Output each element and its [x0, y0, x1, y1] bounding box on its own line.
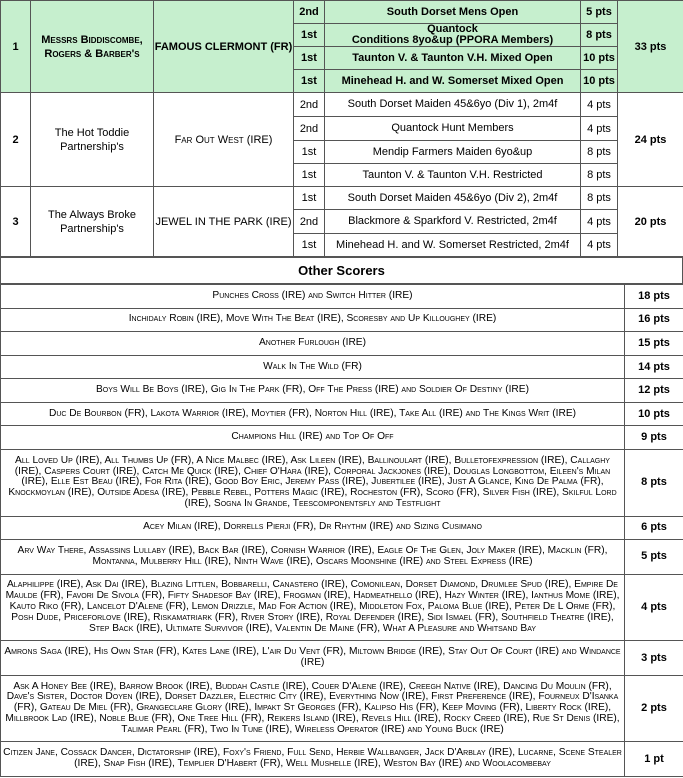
other-scorers-heading: Other Scorers: [1, 258, 683, 284]
race-points: 10 pts: [581, 47, 618, 70]
other-scorer-row: [1, 641, 683, 676]
leader-total: 20 pts: [618, 187, 683, 257]
race-placing: 1st: [294, 234, 325, 257]
other-scorers-table: [0, 284, 683, 777]
race-points: 4 pts: [581, 210, 618, 234]
scorer-names: Citizen Jane, Cossack Dancer, Dictatorship (IRE), Foxy's Friend, Full Send, Herbie Wallbanger, Jack D'Arblay (IRE), Lucarne, Scene Stealer (IRE), Snap Fish (IRE), Templier D'Habert (FR), Well Mushelle (IRE), Weston Bay (IRE) and Woolacombebay: [1, 742, 625, 777]
race-placing: 2nd: [294, 93, 325, 117]
scorer-names: Arv Way There, Assassins Lullaby (IRE), Back Bar (IRE), Cornish Warrior (IRE), Eagle Of The Glen, Joly Maker (IRE), Macklin (FR), Montanna, Mulberry Hill (IRE), Ninth Wave (IRE), Oscars Moonshine (IRE) and Steel Express (IRE): [1, 540, 625, 575]
scorer-points: 1 pt: [625, 742, 683, 777]
scorer-points: 10 pts: [625, 402, 683, 426]
race-points: 8 pts: [581, 164, 618, 187]
other-scorer-row: [1, 308, 683, 332]
scorer-names: Alaphilippe (IRE), Ask Dai (IRE), Blazing Littlen, Bobbarelli, Canastero (IRE), Comonilean, Dorset Diamond, Drumlee Spud (IRE), Empire De Maulde (FR), Favori De Sivola (FR), Fifty Shadesof Bay (IRE), Frogman (IRE), Hadmeathello (IRE), Hazy Winter (IRE), Ianthus Mome (IRE), Kauto Riko (FR), Lancelot D'Alene (FR), Lemon Drizzle, Mad For Action (IRE), Middleton Fox, Paloma Blue (IRE), Peter De L Orme (FR), Posh Dude, Priceforlove (IRE), Riskamatriark (FR), River Story (IRE), Royal Defender (IRE), Sidi Ismael (FR), Southfield Theatre (IRE), Step Back (IRE), Ultimate Survivor (IRE), Valentin De Maine (FR), What A Pleasure and Whitsand Bay: [1, 574, 625, 641]
race-name: South Dorset Mens Open: [325, 1, 581, 24]
race-placing: 1st: [294, 141, 325, 164]
race-placing: 2nd: [294, 210, 325, 234]
scorer-names: Duc De Bourbon (FR), Lakota Warrior (IRE), Moytier (FR), Norton Hill (IRE), Take All (IRE) and The Kings Writ (IRE): [1, 402, 625, 426]
scorer-names: Acey Milan (IRE), Dorrells Pierji (FR), Dr Rhythm (IRE) and Sizing Cusimano: [1, 516, 625, 540]
scorer-names: All Loved Up (IRE), All Thumbs Up (FR), A Nice Malbec (IRE), Ask Lileen (IRE), Ballinoulart (IRE), Bulletofexpression (IRE), Callaghy (IRE), Caspers Court (IRE), Catch Me Quick (IRE), Chief O'Hara (IRE), Corporal Jackjones (IRE), Douglas Longbottom, Eileen's Milan (IRE), Elle Est Beau (IRE), For Rita (IRE), Good Boy Eric, Jeremy Pass (IRE), Jubertilee (IRE), Just A Glance, King De Palma (FR), Knockmoylan (IRE), Outside Adesa (IRE), Pebble Rebel, Potters Magic (IRE), Rocheston (FR), Scoro (FR), Silver Fish (IRE), Skilful Lord (IRE), Sogna In Grande, Teescomponentsfly and Testflight: [1, 449, 625, 516]
owner-name: The Hot Toddie Partnership's: [31, 93, 154, 187]
race-placing: 2nd: [294, 1, 325, 24]
leader-rank: 1: [1, 1, 31, 93]
race-placing: 1st: [294, 47, 325, 70]
scorer-names: Amrons Saga (IRE), His Own Star (FR), Kates Lane (IRE), L'air Du Vent (FR), Miltown Bridge (IRE), Stay Out Of Court (IRE) and Windance (IRE): [1, 641, 625, 676]
race-points: 4 pts: [581, 93, 618, 117]
scorer-names: Inchidaly Robin (IRE), Move With The Beat (IRE), Scoresby and Up Killoughey (IRE): [1, 308, 625, 332]
other-scorer-row: [1, 426, 683, 450]
race-name: Blackmore & Sparkford V. Restricted, 2m4f: [325, 210, 581, 234]
scorer-points: 2 pts: [625, 675, 683, 742]
race-placing: 1st: [294, 24, 325, 47]
other-scorer-row: [1, 355, 683, 379]
other-scorer-row: [1, 285, 683, 309]
race-points: 10 pts: [581, 70, 618, 93]
race-name: South Dorset Maiden 45&6yo (Div 1), 2m4f: [325, 93, 581, 117]
scorer-points: 5 pts: [625, 540, 683, 575]
race-placing: 1st: [294, 187, 325, 210]
race-name: Minehead H. and W. Somerset Mixed Open: [325, 70, 581, 93]
horse-name: JEWEL IN THE PARK (IRE): [154, 187, 294, 257]
race-points: 5 pts: [581, 1, 618, 24]
scorer-points: 16 pts: [625, 308, 683, 332]
leader-rank: 2: [1, 93, 31, 187]
race-placing: 1st: [294, 164, 325, 187]
leader-rank: 3: [1, 187, 31, 257]
race-placing: 1st: [294, 70, 325, 93]
scorer-points: 6 pts: [625, 516, 683, 540]
other-scorers-header-table: [0, 257, 683, 284]
other-scorer-row: [1, 402, 683, 426]
leader-total: 33 pts: [618, 1, 683, 93]
scorer-points: 4 pts: [625, 574, 683, 641]
race-name: Quantock Conditions 8yo&up (PPORA Members): [325, 24, 581, 47]
other-scorer-row: [1, 516, 683, 540]
race-name: Taunton V. & Taunton V.H. Mixed Open: [325, 47, 581, 70]
race-name: Taunton V. & Taunton V.H. Restricted: [325, 164, 581, 187]
scorer-points: 18 pts: [625, 285, 683, 309]
owner-name: Messrs Biddiscombe, Rogers & Barber's: [31, 1, 154, 93]
scorer-points: 15 pts: [625, 332, 683, 356]
race-points: 8 pts: [581, 187, 618, 210]
race-points: 4 pts: [581, 234, 618, 257]
other-scorer-row: [1, 675, 683, 742]
scorer-points: 12 pts: [625, 379, 683, 403]
horse-name: FAMOUS CLERMONT (FR): [154, 1, 294, 93]
race-name: South Dorset Maiden 45&6yo (Div 2), 2m4f: [325, 187, 581, 210]
scorer-points: 3 pts: [625, 641, 683, 676]
horse-name: Far Out West (IRE): [154, 93, 294, 187]
scorer-names: Walk In The Wild (FR): [1, 355, 625, 379]
other-scorer-row: [1, 379, 683, 403]
scorer-points: 8 pts: [625, 449, 683, 516]
other-scorer-row: [1, 574, 683, 641]
scorer-names: Punches Cross (IRE) and Switch Hitter (IRE): [1, 285, 625, 309]
scorer-names: Champions Hill (IRE) and Top Of Off: [1, 426, 625, 450]
other-scorer-row: [1, 540, 683, 575]
scorer-names: Ask A Honey Bee (IRE), Barrow Brook (IRE), Buddah Castle (IRE), Couer D'Alene (IRE), Creegh Native (IRE), Dancing Du Moulin (FR), Dave's Sister, Doctor Doyen (IRE), Dorset Dazzler, Electric City (IRE), Everything Now (IRE), First Preference (IRE), Fourneux D'Isanka (FR), Gateau De Miel (FR), Grangeclare Glory (IRE), Impakt St Georges (FR), Kalipso His (FR), Keep Moving (FR), Liberty Rock (IRE), Millbrook Lad (IRE), Noble Blue (FR), One Tree Hill (FR), Reikers Island (IRE), Revels Hill (IRE), Rocky Creed (IRE), Rue St Denis (IRE), Talimar Pearl (FR), Two In Tune (IRE), Wireless Operator (IRE) and Young Buck (IRE): [1, 675, 625, 742]
leader-total: 24 pts: [618, 93, 683, 187]
race-name: Mendip Farmers Maiden 6yo&up: [325, 141, 581, 164]
race-points: 8 pts: [581, 24, 618, 47]
leader-race-row: [1, 93, 683, 117]
scorer-names: Another Furlough (IRE): [1, 332, 625, 356]
owner-name: The Always Broke Partnership's: [31, 187, 154, 257]
leader-race-row: [1, 1, 683, 24]
race-points: 8 pts: [581, 141, 618, 164]
leaders-table: [0, 0, 683, 257]
scorer-points: 9 pts: [625, 426, 683, 450]
race-points: 4 pts: [581, 117, 618, 141]
scorer-points: 14 pts: [625, 355, 683, 379]
other-scorer-row: [1, 742, 683, 777]
race-name: Quantock Hunt Members: [325, 117, 581, 141]
race-placing: 2nd: [294, 117, 325, 141]
other-scorer-row: [1, 449, 683, 516]
leader-race-row: [1, 187, 683, 210]
race-name: Minehead H. and W. Somerset Restricted, 2m4f: [325, 234, 581, 257]
scorer-names: Boys Will Be Boys (IRE), Gig In The Park (FR), Off The Press (IRE) and Soldier Of Destiny (IRE): [1, 379, 625, 403]
other-scorer-row: [1, 332, 683, 356]
